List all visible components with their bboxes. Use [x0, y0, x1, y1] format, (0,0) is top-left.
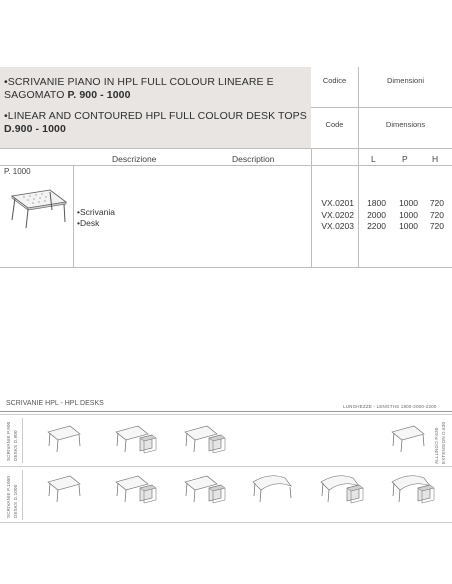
row1-sublabel: DESKS D.900: [13, 430, 18, 461]
table-divider-2: [311, 148, 312, 267]
header-columns-block: [311, 67, 452, 148]
codice-label: Codice: [322, 76, 347, 85]
lengths-label: LUNGHEZZE - LENGTHS 1800-2000-2200: [343, 404, 437, 409]
group-label: P. 1000: [4, 167, 31, 176]
code-label: Code: [325, 120, 344, 129]
table-divider-3: [358, 148, 359, 267]
row-code: VX.0202: [321, 209, 354, 220]
item-english: •Desk: [77, 218, 100, 228]
dimensioni-label: Dimensioni: [386, 76, 425, 85]
item-italian: •Scrivania: [77, 207, 115, 217]
col-h-header: H: [432, 154, 439, 164]
row-length: 2200: [367, 221, 386, 231]
row-height: 720: [429, 209, 444, 220]
row-code: VX.0201: [321, 198, 354, 208]
overview-title: SCRIVANIE HPL - HPL DESKS: [6, 400, 104, 407]
col-l-header: L: [371, 154, 376, 164]
dimensions-label: Dimensions: [385, 120, 426, 129]
row1-label: SCRIVANIE P.900: [6, 421, 11, 461]
row-height: 720: [429, 221, 444, 231]
descrizione-header: Descrizione: [112, 154, 157, 164]
table-top-rule: [0, 148, 452, 149]
row2-label: SCRIVANIE P.1000: [6, 475, 11, 518]
row-depth: 1000: [399, 209, 418, 220]
table-divider-1: [73, 165, 74, 267]
col-p-header: P: [402, 154, 408, 164]
table-header-rule: [0, 165, 452, 166]
row-length: 1800: [367, 198, 386, 208]
row-depth: 1000: [399, 198, 418, 208]
overview-rule: [0, 411, 452, 412]
title-english: •LINEAR AND CONTOURED HPL FULL COLOUR DESK TOPS D.900 - 1000: [4, 110, 307, 135]
header-title-block: [0, 67, 311, 148]
desk-drawing: [6, 188, 70, 230]
row-height: 720: [429, 198, 444, 208]
title-italian: •SCRIVANIE PIANO IN HPL FULL COLOUR LINEARE E SAGOMATO P. 900 - 1000: [4, 76, 274, 101]
description-header: Description: [232, 154, 275, 164]
row2-sublabel: DESKS D.1000: [13, 484, 18, 518]
row-code: VX.0203: [321, 221, 354, 231]
row-depth: 1000: [399, 221, 418, 231]
row-length: 2000: [367, 209, 386, 220]
extension-sublabel: EXTENSION D.630: [441, 421, 446, 464]
desk-thumbnails: [0, 414, 452, 524]
extension-label: ALLUNGO P.630: [434, 427, 439, 464]
table-bottom-rule: [0, 267, 452, 268]
